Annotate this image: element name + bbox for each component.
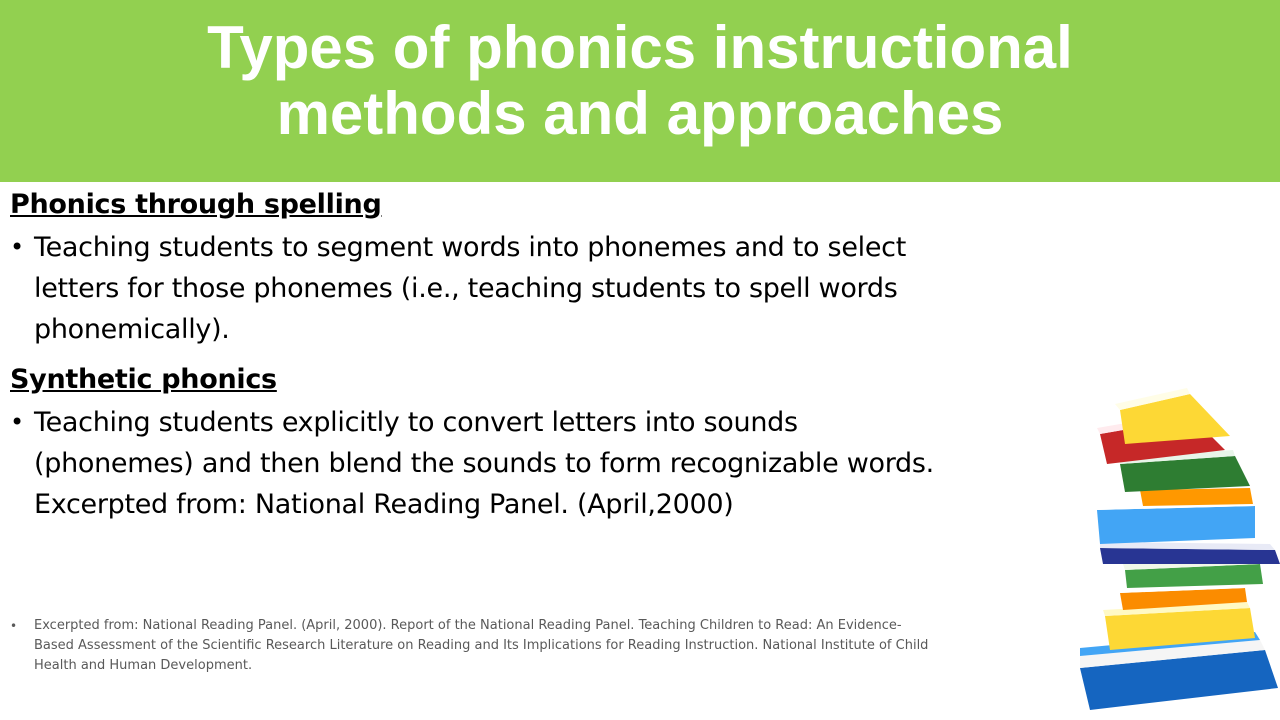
section-heading-spelling: Phonics through spelling [10, 189, 382, 220]
book-yellow-top [1115, 388, 1230, 444]
title-bar [0, 0, 1280, 182]
book-navy [1100, 542, 1280, 564]
bullet-line: Teaching students to segment words into phonemes and to select [34, 232, 906, 263]
bullet-dot: • [10, 619, 18, 633]
bullet-synthetic [10, 402, 1075, 525]
title-line-1: Types of phonics instructional [207, 14, 1073, 81]
reference-line: Health and Human Development. [34, 658, 253, 673]
book-lightblue [1095, 500, 1255, 544]
reference-line: Based Assessment of the Scientific Research Literature on Reading and Its Implications for Reading Instruction. National Institute of Child [34, 638, 929, 653]
slide-content [10, 187, 1075, 537]
book-orange-small [1140, 488, 1253, 506]
bullet-spelling [10, 227, 1075, 350]
bullet-line: (phonemes) and then blend the sounds to form recognizable words. [34, 448, 934, 479]
stack-of-books-icon [1075, 388, 1280, 710]
bullet-dot: • [10, 233, 24, 261]
title-line-2: methods and approaches [276, 80, 1004, 147]
section-heading-synthetic: Synthetic phonics [10, 364, 277, 395]
bullet-line: Teaching students explicitly to convert letters into sounds [34, 407, 798, 438]
reference-note [10, 616, 1104, 676]
bullet-line: letters for those phonemes (i.e., teaching students to spell words [34, 273, 898, 304]
bullet-line: Excerpted from: National Reading Panel. (April,2000) [34, 489, 734, 520]
bullet-line: phonemically). [34, 314, 230, 345]
bullet-dot: • [10, 408, 24, 436]
reference-line: Excerpted from: National Reading Panel. (April, 2000). Report of the National Reading Panel. Teaching Children to Read: An Evidence- [34, 618, 902, 633]
slide-title [167, 15, 1113, 167]
